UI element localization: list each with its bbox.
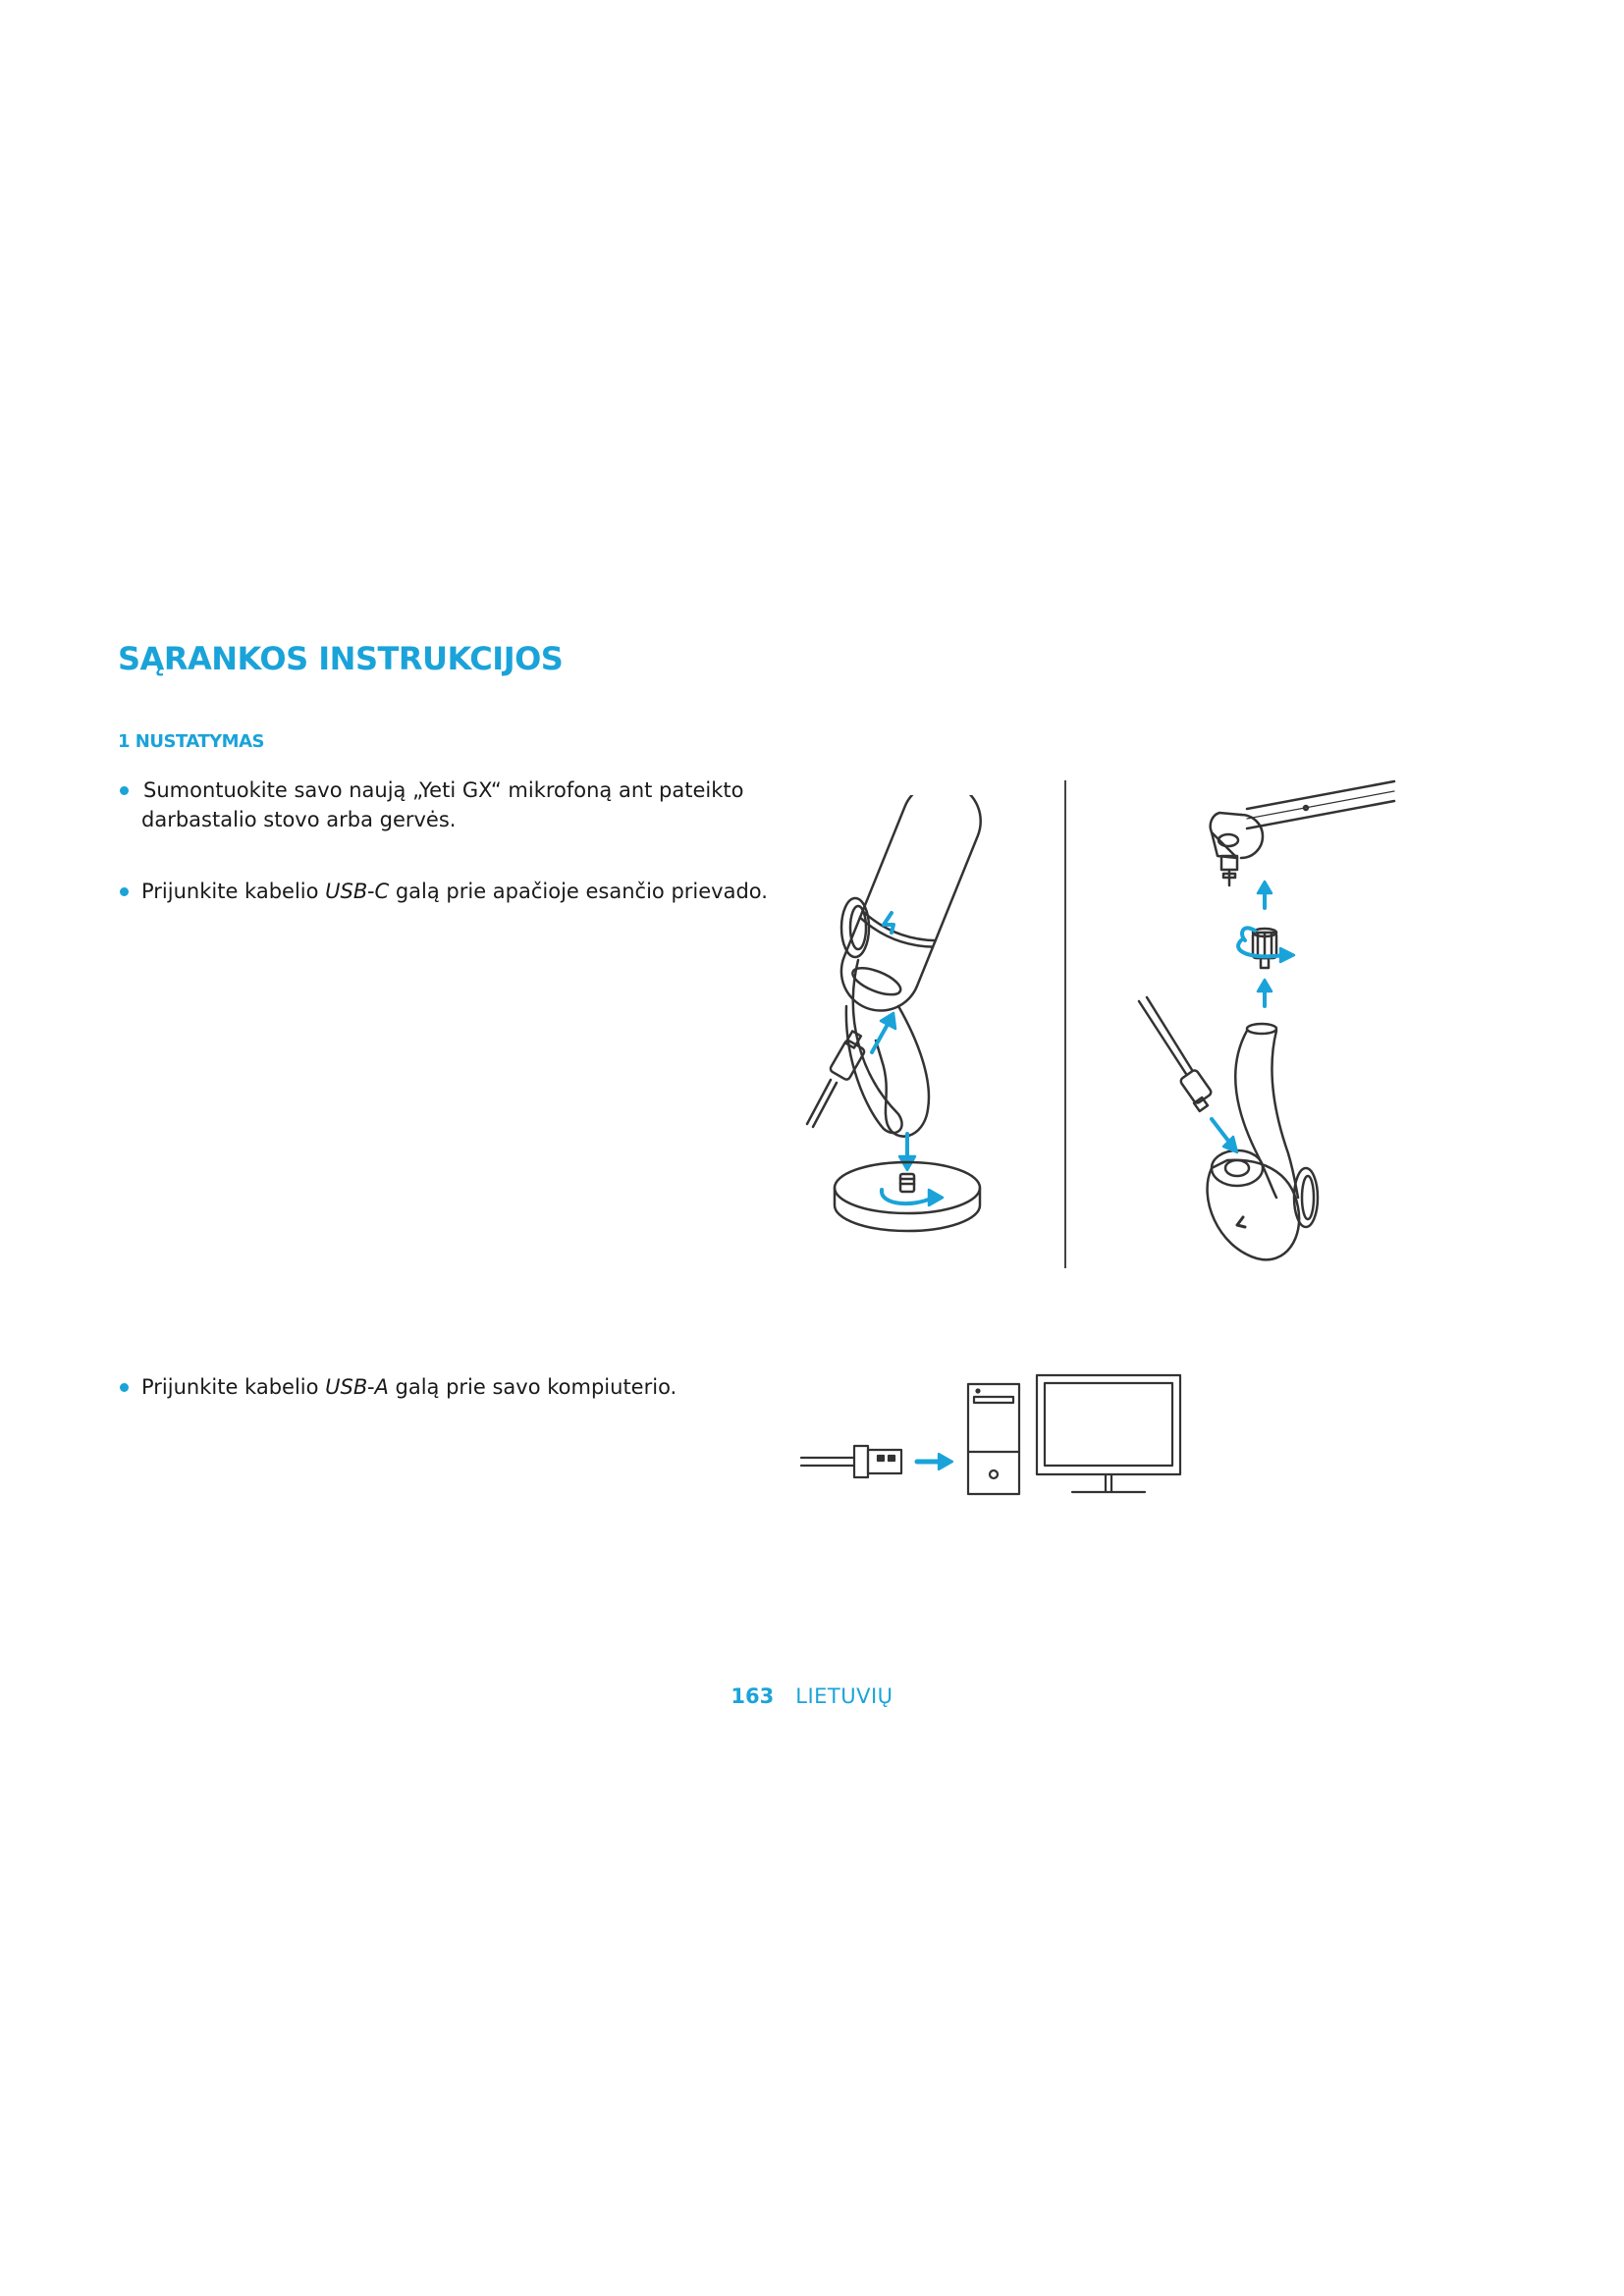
bullet-connect-usb-c [120, 877, 787, 906]
monitor-icon [1037, 1375, 1180, 1474]
usb-a-term: USB-A [325, 1375, 389, 1399]
logo-g-icon [1237, 1217, 1245, 1227]
usb-c-term: USB-C [325, 880, 390, 903]
microphone-stand-illustration [785, 795, 1021, 1256]
microphone-boom-arm-illustration [1129, 775, 1404, 1266]
section-heading: 1 NUSTATYMAS [118, 731, 264, 752]
bullet-mount-microphone [120, 775, 787, 834]
page-footer [0, 1684, 1624, 1708]
bullet-dot [120, 786, 129, 795]
bullet-text-end: galą prie savo kompiuterio. [388, 1375, 677, 1399]
page-title: SĄRANKOS INSTRUKCIJOS [118, 640, 564, 677]
illustration-divider [1064, 780, 1066, 1268]
bullet-text: Prijunkite kabelio [141, 1375, 326, 1399]
page-number: 163 [731, 1684, 775, 1708]
bullet-dot [120, 1383, 129, 1392]
bullet-text: Prijunkite kabelio [141, 880, 326, 903]
bullet-text-line1: Sumontuokite savo naują „Yeti GX“ mikrofoną ant pateikto [143, 778, 744, 802]
footer-language: LIETUVIŲ [795, 1684, 893, 1708]
bullet-text-end: galą prie apačioje esančio prievado. [389, 880, 768, 903]
bullet-text-line2: darbastalio stovo arba gervės. [141, 808, 457, 831]
computer-connection-illustration [795, 1369, 1188, 1497]
bullet-dot [120, 887, 129, 896]
bullet-connect-usb-a [120, 1372, 787, 1402]
